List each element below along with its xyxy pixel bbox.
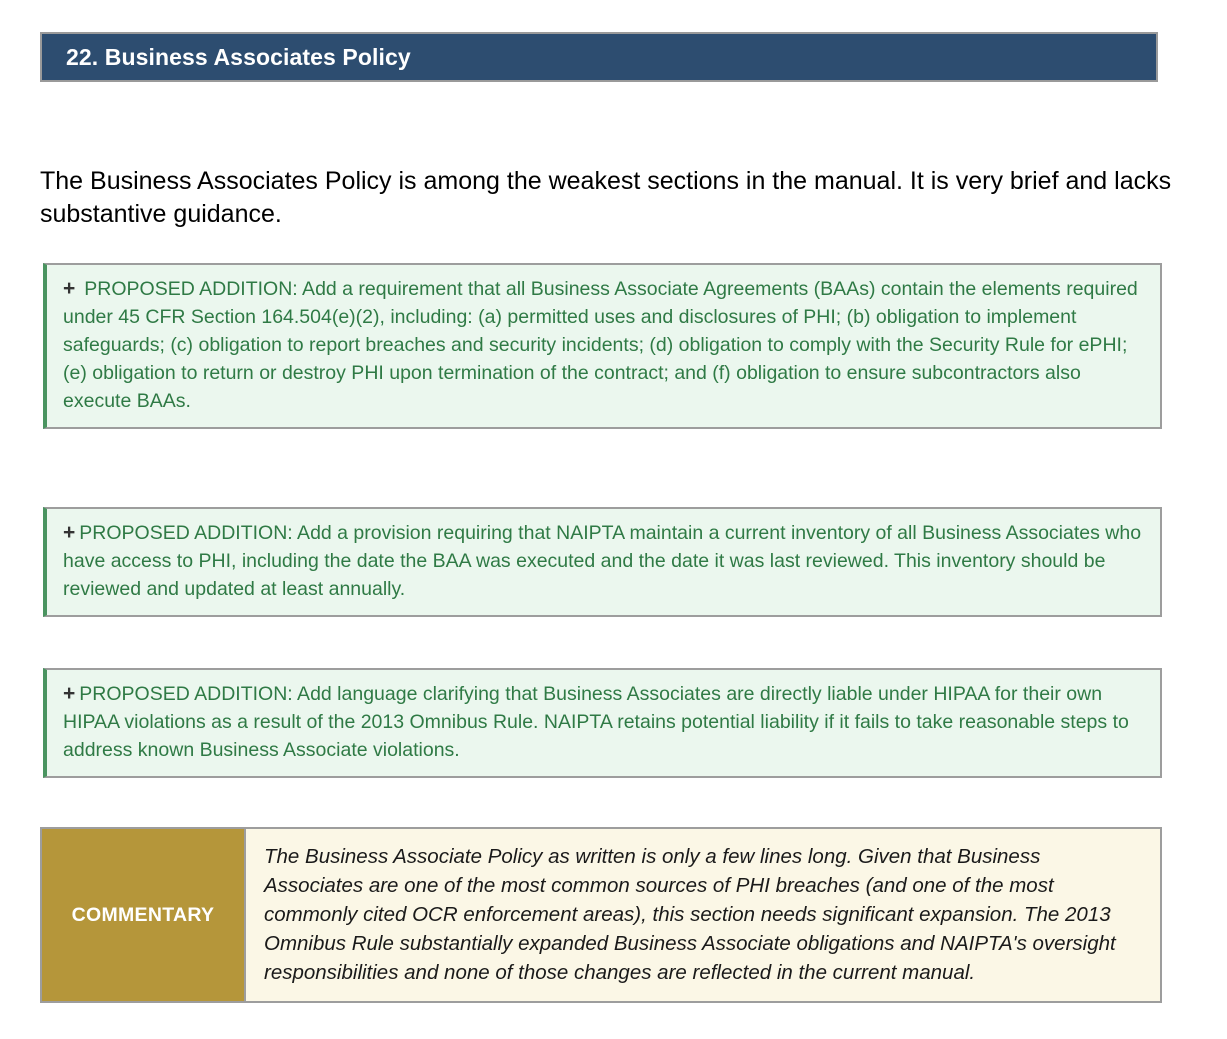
- intro-paragraph: The Business Associates Policy is among the weakest sections in the manual. It is very brief and lacks substantive guidance.: [40, 167, 1172, 228]
- proposed-addition-text: PROPOSED ADDITION: Add language clarifying that Business Associates are directly liable under HIPAA for their own HIPAA violations as a result of the 2013 Omnibus Rule. NAIPTA retains potential liability if it fails to take reasonable steps to address known Business Associate violations.: [63, 683, 1129, 761]
- proposed-addition-text-wrapper: [63, 680, 1146, 764]
- proposed-addition-text: PROPOSED ADDITION: Add a requirement that all Business Associate Agreements (BAAs) contain the elements required under 45 CFR Section 164.504(e)(2), including: (a) permitted uses and disclosures of PHI; (b) obligation to implement safeguards; (c) obligation to report breaches and security incidents; (d) obligation to comply with the Security Rule for ePHI; (e) obligation to return or destroy PHI upon termination of the contract; and (f) obligation to ensure subcontractors also execute BAAs.: [63, 278, 1138, 412]
- commentary-label: COMMENTARY: [71, 903, 215, 926]
- section-header-bar: [40, 32, 1158, 82]
- commentary-text: The Business Associate Policy as written is only a few lines long. Given that Business Associates are one of the most common sources of PHI breaches (and one of the most commonly cited OCR enforcement areas), this section needs significant expansion. The 2013 Omnibus Rule substantially expanded Business Associate obligations and NAIPTA's oversight responsibilities and none of those changes are reflected in the current manual.: [264, 845, 1116, 984]
- commentary-body-cell: [246, 829, 1160, 1001]
- proposed-addition-box: [43, 668, 1162, 778]
- proposed-addition-text: PROPOSED ADDITION: Add a provision requiring that NAIPTA maintain a current inventory of all Business Associates who have access to PHI, including the date the BAA was executed and the date it was last reviewed. This inventory should be reviewed and updated at least annually.: [63, 522, 1142, 600]
- proposed-addition-box: [43, 263, 1162, 429]
- proposed-addition-text-wrapper: [63, 519, 1146, 603]
- plus-icon: +: [63, 521, 76, 544]
- proposed-addition-box: [43, 507, 1162, 617]
- plus-icon: +: [63, 682, 76, 705]
- page-title: 22. Business Associates Policy: [66, 43, 411, 70]
- proposed-addition-text-wrapper: [63, 275, 1146, 415]
- plus-icon: +: [63, 277, 76, 300]
- commentary-block: [40, 827, 1162, 1003]
- commentary-label-cell: [42, 829, 246, 1001]
